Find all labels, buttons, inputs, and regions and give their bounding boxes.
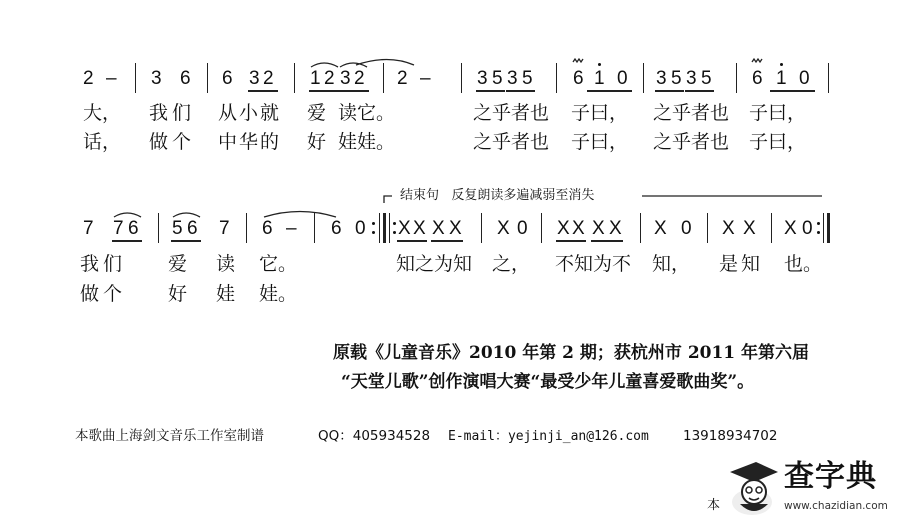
note: 3 (249, 68, 260, 89)
note-x: X (572, 218, 585, 239)
lyric: 爱 (168, 253, 188, 275)
brand-name: 查字典 (784, 459, 877, 494)
lyric: 是知 (719, 253, 764, 275)
bracket (384, 196, 392, 203)
note: 2 (354, 68, 365, 89)
note: 0 (355, 218, 366, 239)
note: 6 (752, 68, 763, 89)
slur (311, 63, 338, 67)
lyric: 娃娃。 (338, 131, 396, 153)
lyric: 做个 (80, 283, 127, 305)
note: 0 (617, 68, 628, 89)
trill-mark (752, 59, 762, 62)
note-x: X (413, 218, 426, 239)
note: 5 (671, 68, 682, 89)
lyric: 子曰， (749, 131, 807, 153)
trill-mark (573, 59, 583, 62)
note-dash: – (420, 68, 431, 89)
note-x: X (398, 218, 411, 239)
slur (114, 213, 141, 217)
note: 6 (187, 218, 198, 239)
note: 2 (397, 68, 408, 89)
note-x: X (722, 218, 735, 239)
brand-url: www.chazidian.com (784, 500, 888, 512)
note: 0 (517, 218, 528, 239)
note: 7 (83, 218, 94, 239)
note-x: X (432, 218, 445, 239)
note: 2 (83, 68, 94, 89)
lyric: 做个 (149, 131, 196, 153)
note-x: X (743, 218, 756, 239)
note: 6 (128, 218, 139, 239)
lyric: 娃 (216, 283, 236, 305)
credit-line-2: “天堂儿歌”创作演唱大赛“最受少年儿童喜爱歌曲奖”。 (341, 372, 755, 392)
phone-contact: 13918934702 (683, 428, 778, 444)
slur (173, 213, 200, 217)
note: 3 (151, 68, 162, 89)
note: 7 (113, 218, 124, 239)
email-contact: E-mail：yejinji_an@126.com (448, 429, 649, 444)
ending-annotation: 结束句 反复朗读多遍减弱至消失 (400, 188, 595, 203)
note: 3 (686, 68, 697, 89)
note: 1 (594, 68, 605, 89)
note: 3 (656, 68, 667, 89)
note: 6 (331, 218, 342, 239)
lyric: 读 (216, 253, 236, 275)
note: 5 (701, 68, 712, 89)
note: 5 (172, 218, 183, 239)
note: 6 (180, 68, 191, 89)
note: 1 (310, 68, 321, 89)
lyric: 之， (492, 253, 531, 275)
note: 5 (492, 68, 503, 89)
lyric: 我们 (149, 102, 196, 124)
lyric: 好 (168, 283, 188, 305)
note-dash: – (286, 218, 297, 239)
note-x: X (654, 218, 667, 239)
note-x: X (557, 218, 570, 239)
note: 3 (340, 68, 351, 89)
note: 6 (262, 218, 273, 239)
tie (356, 60, 414, 66)
lyric: 不知为不 (555, 253, 632, 275)
note: 0 (799, 68, 810, 89)
lyric: 我们 (80, 253, 127, 275)
note: 7 (219, 218, 230, 239)
note: 3 (477, 68, 488, 89)
slur (340, 63, 367, 67)
studio-credit: 本歌曲上海剑文音乐工作室制谱 (75, 428, 264, 444)
note: 2 (263, 68, 274, 89)
chazidian-logo[interactable] (722, 458, 897, 520)
qq-contact: QQ：405934528 (318, 428, 431, 444)
note: 2 (324, 68, 335, 89)
note-x: X (497, 218, 510, 239)
note-x: X (592, 218, 605, 239)
note: 6 (573, 68, 584, 89)
lyric: 子曰， (571, 131, 629, 153)
lyric: 之乎者也 (653, 102, 730, 124)
lyric: 也。 (784, 253, 823, 275)
tie (264, 212, 336, 218)
page-fragment: 本 (707, 498, 721, 513)
lyric: 大， (83, 102, 122, 124)
lyric: 知， (652, 253, 691, 275)
lyric: 之乎者也 (473, 102, 550, 124)
lyric: 知之为知 (396, 253, 473, 275)
lyric: 之乎者也 (473, 131, 550, 153)
lyric: 子曰， (749, 102, 807, 124)
lyric: 子曰， (571, 102, 629, 124)
note: 1 (776, 68, 787, 89)
note-x: X (784, 218, 797, 239)
note-x: X (449, 218, 462, 239)
lyric: 从小就 (218, 102, 282, 124)
note-dash: – (106, 68, 117, 89)
note: 0 (802, 218, 813, 239)
lyric: 爱 (307, 102, 327, 124)
lyric: 中华的 (218, 131, 282, 153)
credit-line-1: 原载《儿童音乐》2010 年第 2 期；获杭州市 2011 年第六届 (333, 343, 810, 363)
lyric: 它。 (259, 253, 298, 275)
note-x: X (609, 218, 622, 239)
note: 5 (522, 68, 533, 89)
lyric: 话， (83, 131, 122, 153)
lyric: 读它。 (338, 102, 396, 124)
note: 6 (222, 68, 233, 89)
note: 3 (507, 68, 518, 89)
lyric: 好 (307, 131, 327, 153)
lyric: 之乎者也 (653, 131, 730, 153)
lyric: 娃。 (259, 283, 298, 305)
note: 0 (681, 218, 692, 239)
